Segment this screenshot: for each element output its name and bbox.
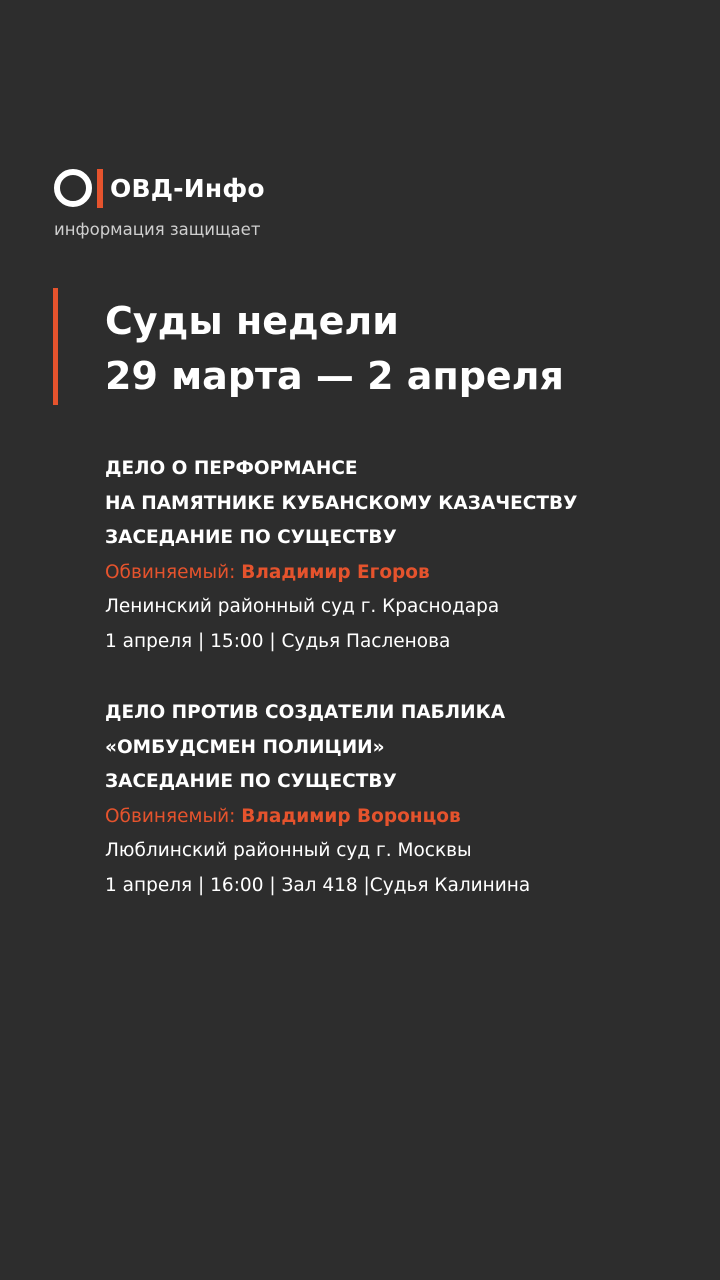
title-accent-bar (53, 288, 58, 405)
case-block (105, 452, 577, 659)
logo-bar-icon (97, 169, 103, 208)
accused-label: Обвиняемый: (105, 561, 236, 583)
hearing-details: 1 апреля | 15:00 | Судья Пасленова (105, 630, 451, 652)
accused-name: Владимир Егоров (241, 561, 430, 583)
accused-line (105, 556, 577, 591)
page-title-line-2: 29 марта — 2 апреля (105, 354, 564, 398)
hearing-details: 1 апреля | 16:00 | Зал 418 |Судья Калинина (105, 874, 531, 896)
court-name: Люблинский районный суд г. Москвы (105, 840, 472, 861)
case-title-line: НА ПАМЯТНИКЕ КУБАНСКОМУ КАЗАЧЕСТВУ (105, 492, 578, 514)
logo-ring-icon (54, 169, 92, 207)
page-title (105, 294, 564, 404)
logo (54, 168, 265, 208)
accused-label: Обвиняемый: (105, 805, 236, 827)
logo-name: ОВД-Инфо (110, 173, 265, 203)
accused-line (105, 800, 530, 835)
page-title-line-1: Суды недели (105, 299, 399, 343)
logo-tagline: информация защищает (54, 220, 261, 239)
case-hearing-type: ЗАСЕДАНИЕ ПО СУЩЕСТВУ (105, 527, 397, 548)
case-title-line: ДЕЛО ПРОТИВ СОЗДАТЕЛИ ПАБЛИКА (105, 702, 506, 723)
accused-name: Владимир Воронцов (241, 805, 461, 827)
case-title-line: ДЕЛО О ПЕРФОРМАНСЕ (105, 458, 358, 479)
case-block (105, 696, 530, 903)
case-title-line: «ОМБУДСМЕН ПОЛИЦИИ» (105, 736, 385, 758)
court-name: Ленинский районный суд г. Краснодара (105, 596, 500, 617)
case-hearing-type: ЗАСЕДАНИЕ ПО СУЩЕСТВУ (105, 771, 397, 792)
